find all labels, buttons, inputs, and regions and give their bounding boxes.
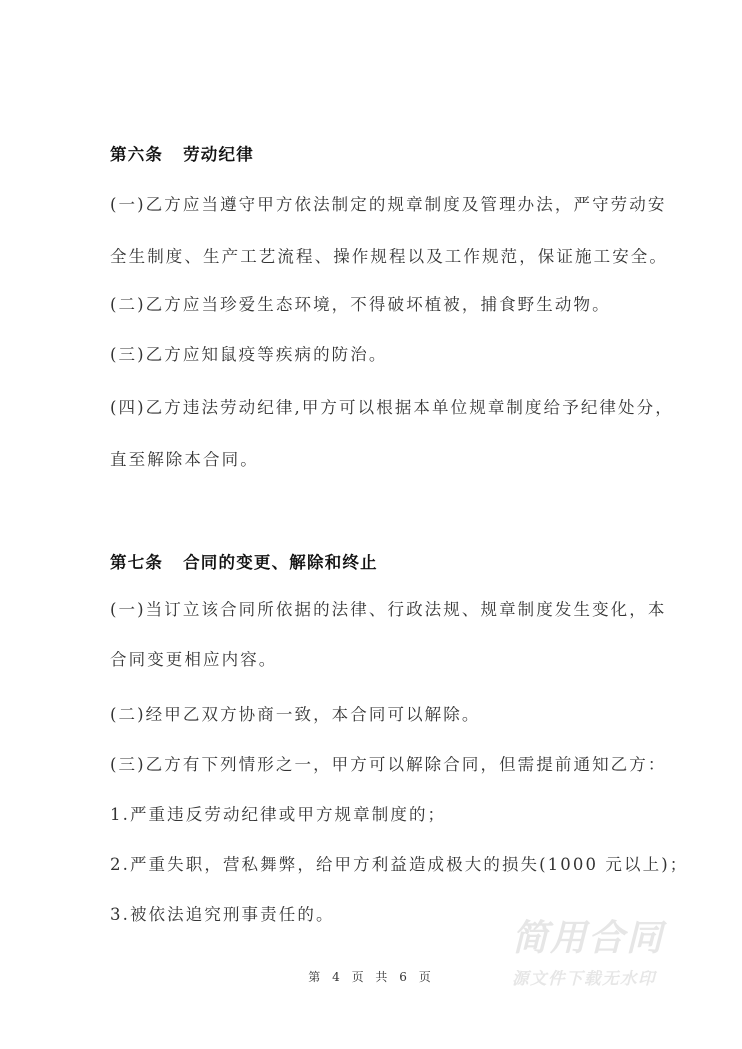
footer-page-word: 页: [351, 970, 367, 984]
section-title: 合同的变更、解除和终止: [183, 553, 378, 572]
section-heading-6: [110, 144, 254, 166]
paragraph-line: (三)乙方应知鼠疫等疾病的防治。: [110, 345, 388, 364]
paragraph-line: 全生制度、生产工艺流程、操作规程以及工作规范，保证施工安全。: [110, 247, 668, 266]
list-item: 2.严重失职，营私舞弊，给甲方利益造成极大的损失(1000 元以上)；: [110, 855, 689, 874]
paragraph-line: (一)当订立该合同所依据的法律、行政法规、规章制度发生变化，本: [110, 600, 667, 619]
footer-suffix: 页: [418, 970, 434, 984]
paragraph-line: (一)乙方应当遵守甲方依法制定的规章制度及管理办法，严守劳动安: [110, 195, 667, 214]
paragraph-line: 合同变更相应内容。: [110, 650, 278, 669]
page-footer: [0, 968, 742, 985]
paragraph-line: 直至解除本合同。: [110, 450, 259, 469]
total-pages-number: 6: [399, 970, 410, 984]
paragraph-line: (二)经甲乙双方协商一致，本合同可以解除。: [110, 705, 481, 724]
list-item: 3.被依法追究刑事责任的。: [110, 905, 335, 924]
paragraph-line: (三)乙方有下列情形之一，甲方可以解除合同，但需提前通知乙方：: [110, 755, 667, 774]
list-item: 1.严重违反劳动纪律或甲方规章制度的；: [110, 805, 447, 824]
section-number: 第六条: [110, 145, 164, 164]
watermark-tagline: 源文件下载无水印: [512, 969, 656, 988]
watermark-brand: 简用合同: [512, 918, 665, 959]
section-title: 劳动纪律: [183, 145, 254, 164]
section-heading-7: [110, 552, 378, 574]
paragraph-line: (四)乙方违法劳动纪律,甲方可以根据本单位规章制度给予纪律处分，: [110, 398, 674, 417]
current-page-number: 4: [332, 970, 343, 984]
section-number: 第七条: [110, 553, 164, 572]
footer-total-prefix: 共: [375, 970, 391, 984]
paragraph-line: (二)乙方应当珍爱生态环境，不得破坏植被，捕食野生动物。: [110, 295, 611, 314]
footer-prefix: 第: [308, 970, 324, 984]
